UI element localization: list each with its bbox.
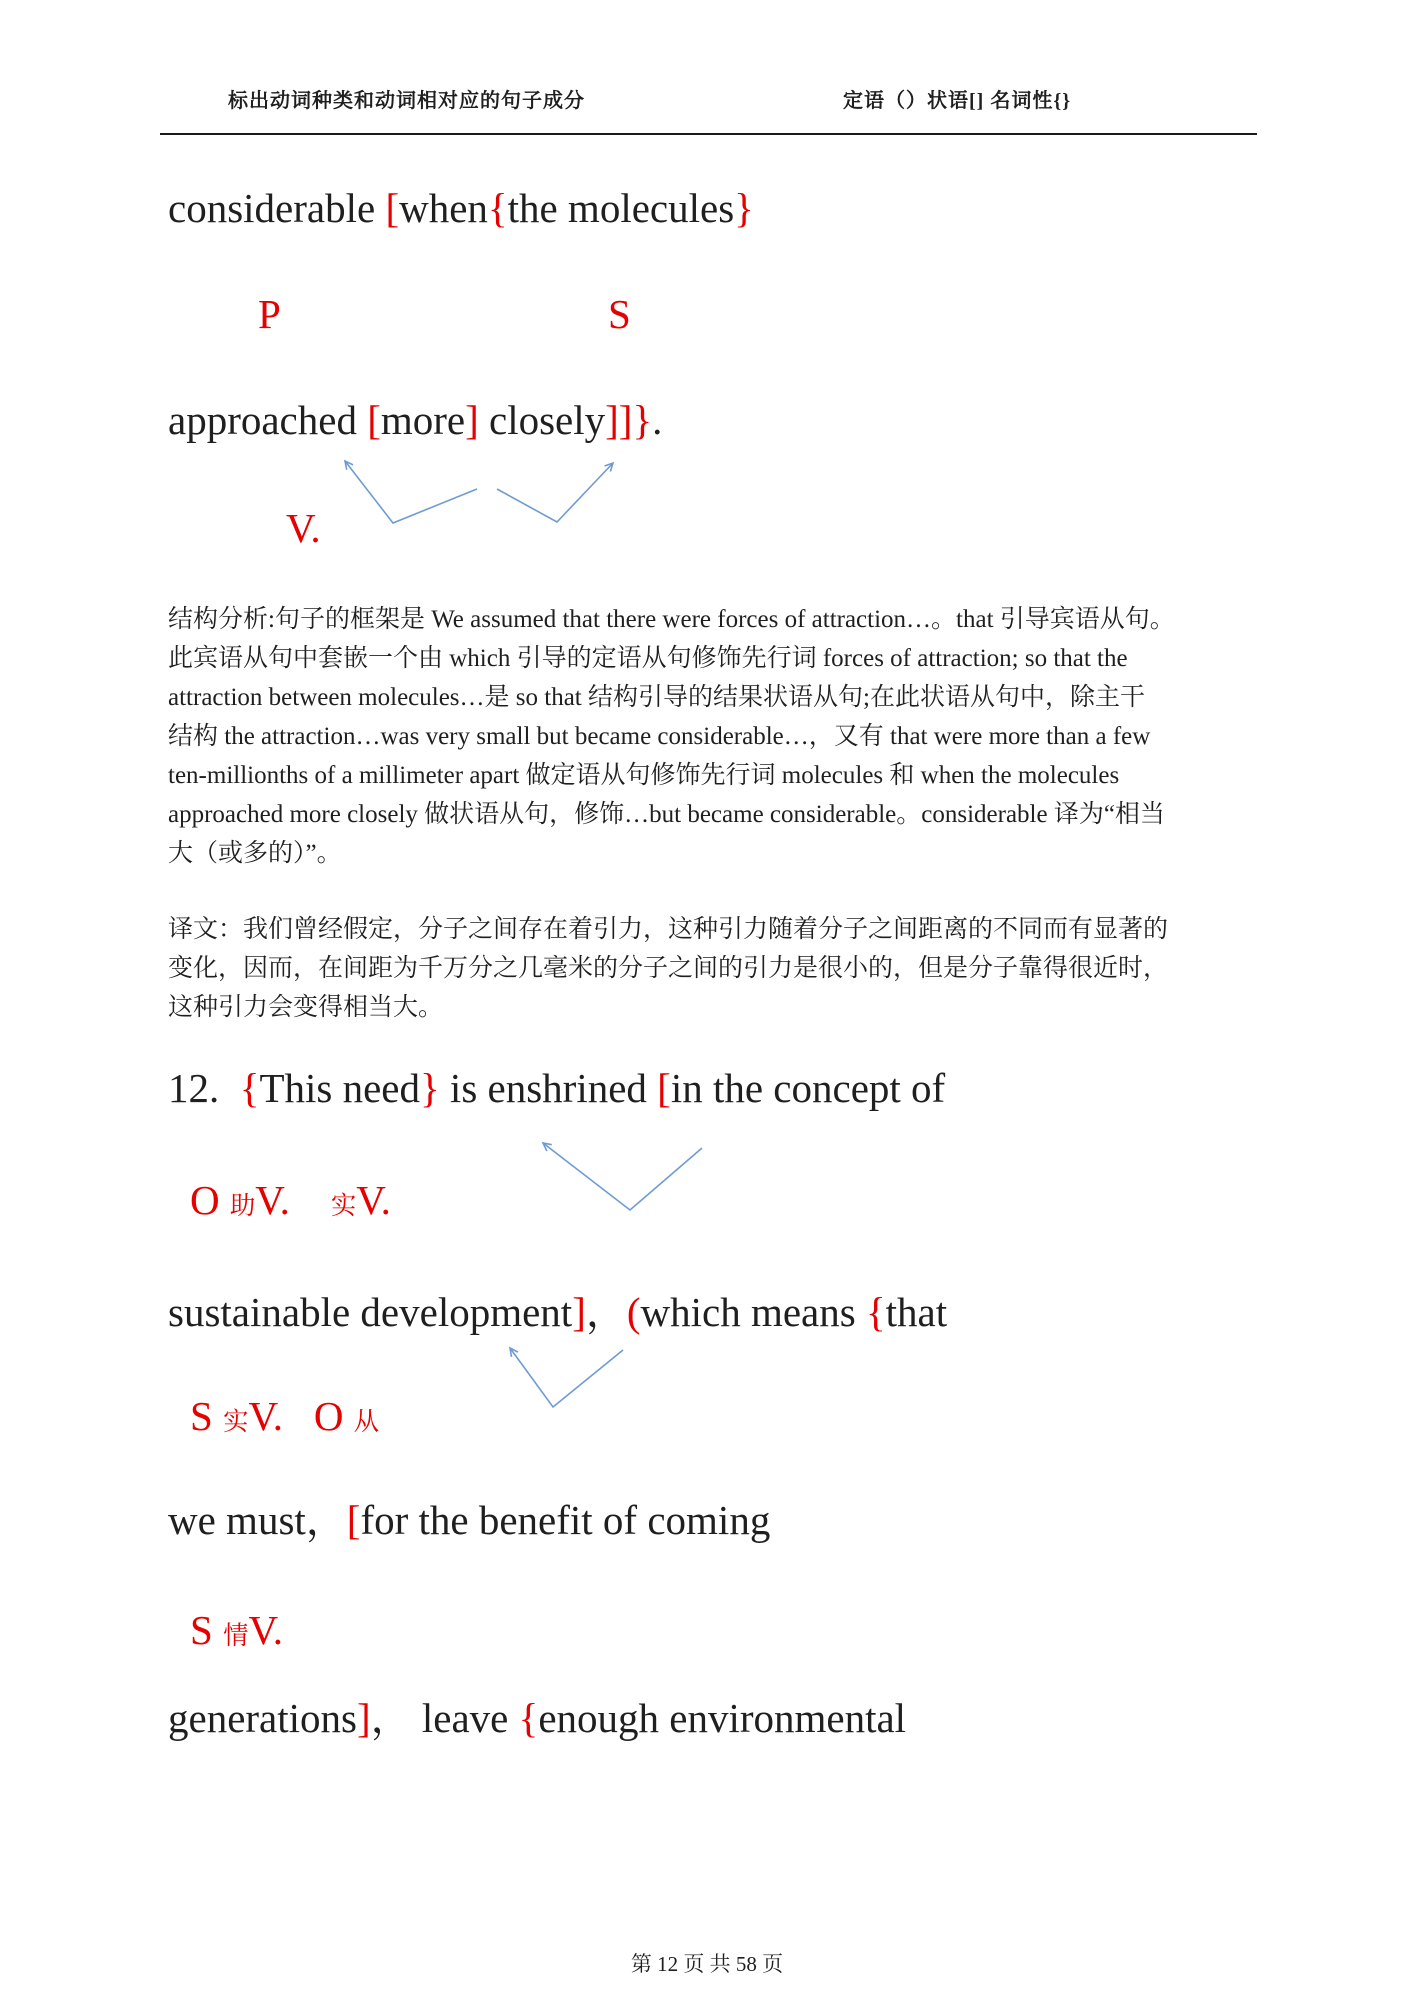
analysis-line: ten-millionths of a millimeter apart 做定语从句修饰先行词 molecules 和 when the molecules bbox=[168, 762, 1120, 789]
analysis-line: 此宾语从句中套嵌一个由 which 引导的定语从句修饰先行词 forces of attraction; so that the bbox=[168, 645, 1128, 672]
analysis-line: attraction between molecules…是 so that 结构引导的结果状语从句;在此状语从句中，除主干 bbox=[168, 684, 1145, 711]
grammar-labels-s-modal-v: S 情V. bbox=[190, 1607, 284, 1653]
sentence11-line1: considerable [when{the molecules} bbox=[168, 185, 754, 231]
grammar-labels-o-aux-v: O 助V. 实V. bbox=[190, 1177, 391, 1223]
grammar-label-p: P bbox=[258, 291, 281, 337]
arrow-to-approached bbox=[345, 461, 477, 523]
analysis-paragraph bbox=[168, 600, 1175, 873]
grammar-label-v: V. bbox=[286, 505, 321, 551]
analysis-line: approached more closely 做状语从句，修饰…but became considerable。considerable 译为“相当 bbox=[168, 801, 1165, 828]
arrow-to-enshrined bbox=[543, 1143, 702, 1210]
arrow-to-closely bbox=[497, 463, 613, 522]
translation-line: 译文：我们曾经假定，分子之间存在着引力，这种引力随着分子之间距离的不同而有显著的 bbox=[168, 916, 1169, 943]
translation-line: 变化，因而，在间距为千万分之几毫米的分子之间的引力是很小的，但是分子靠得很近时， bbox=[168, 955, 1169, 982]
arrow-to-development bbox=[510, 1348, 623, 1407]
header-right-legend: 定语（）状语[] 名词性{} bbox=[843, 90, 1072, 112]
grammar-label-s: S bbox=[608, 291, 631, 337]
analysis-line: 大（或多的）”。 bbox=[168, 840, 342, 867]
translation-paragraph bbox=[168, 910, 1168, 1027]
sentence11-line2: approached [more] closely]]}. bbox=[168, 397, 663, 443]
translation-line: 这种引力会变得相当大。 bbox=[168, 994, 444, 1021]
analysis-line: 结构 the attraction…was very small but became considerable…，又有 that were more than a few bbox=[168, 723, 1151, 750]
sentence12-line2: sustainable development]，(which means {that bbox=[168, 1289, 948, 1335]
grammar-labels-s-v-o: S 实V. O 从 bbox=[190, 1393, 380, 1439]
sentence12-line3: we must，[for the benefit of coming bbox=[168, 1497, 771, 1543]
sentence12-line1: 12. {This need} is enshrined [in the concept of bbox=[168, 1065, 946, 1111]
header-left-title: 标出动词种类和动词相对应的句子成分 bbox=[228, 90, 585, 112]
header-rule bbox=[160, 133, 1257, 135]
sentence12-line4: generations]， leave {enough environmental bbox=[168, 1695, 907, 1741]
analysis-line: 结构分析:句子的框架是 We assumed that there were forces of attraction…。that 引导宾语从句。 bbox=[168, 606, 1175, 633]
footer-page-number: 第 12 页 共 58 页 bbox=[630, 1952, 784, 1976]
